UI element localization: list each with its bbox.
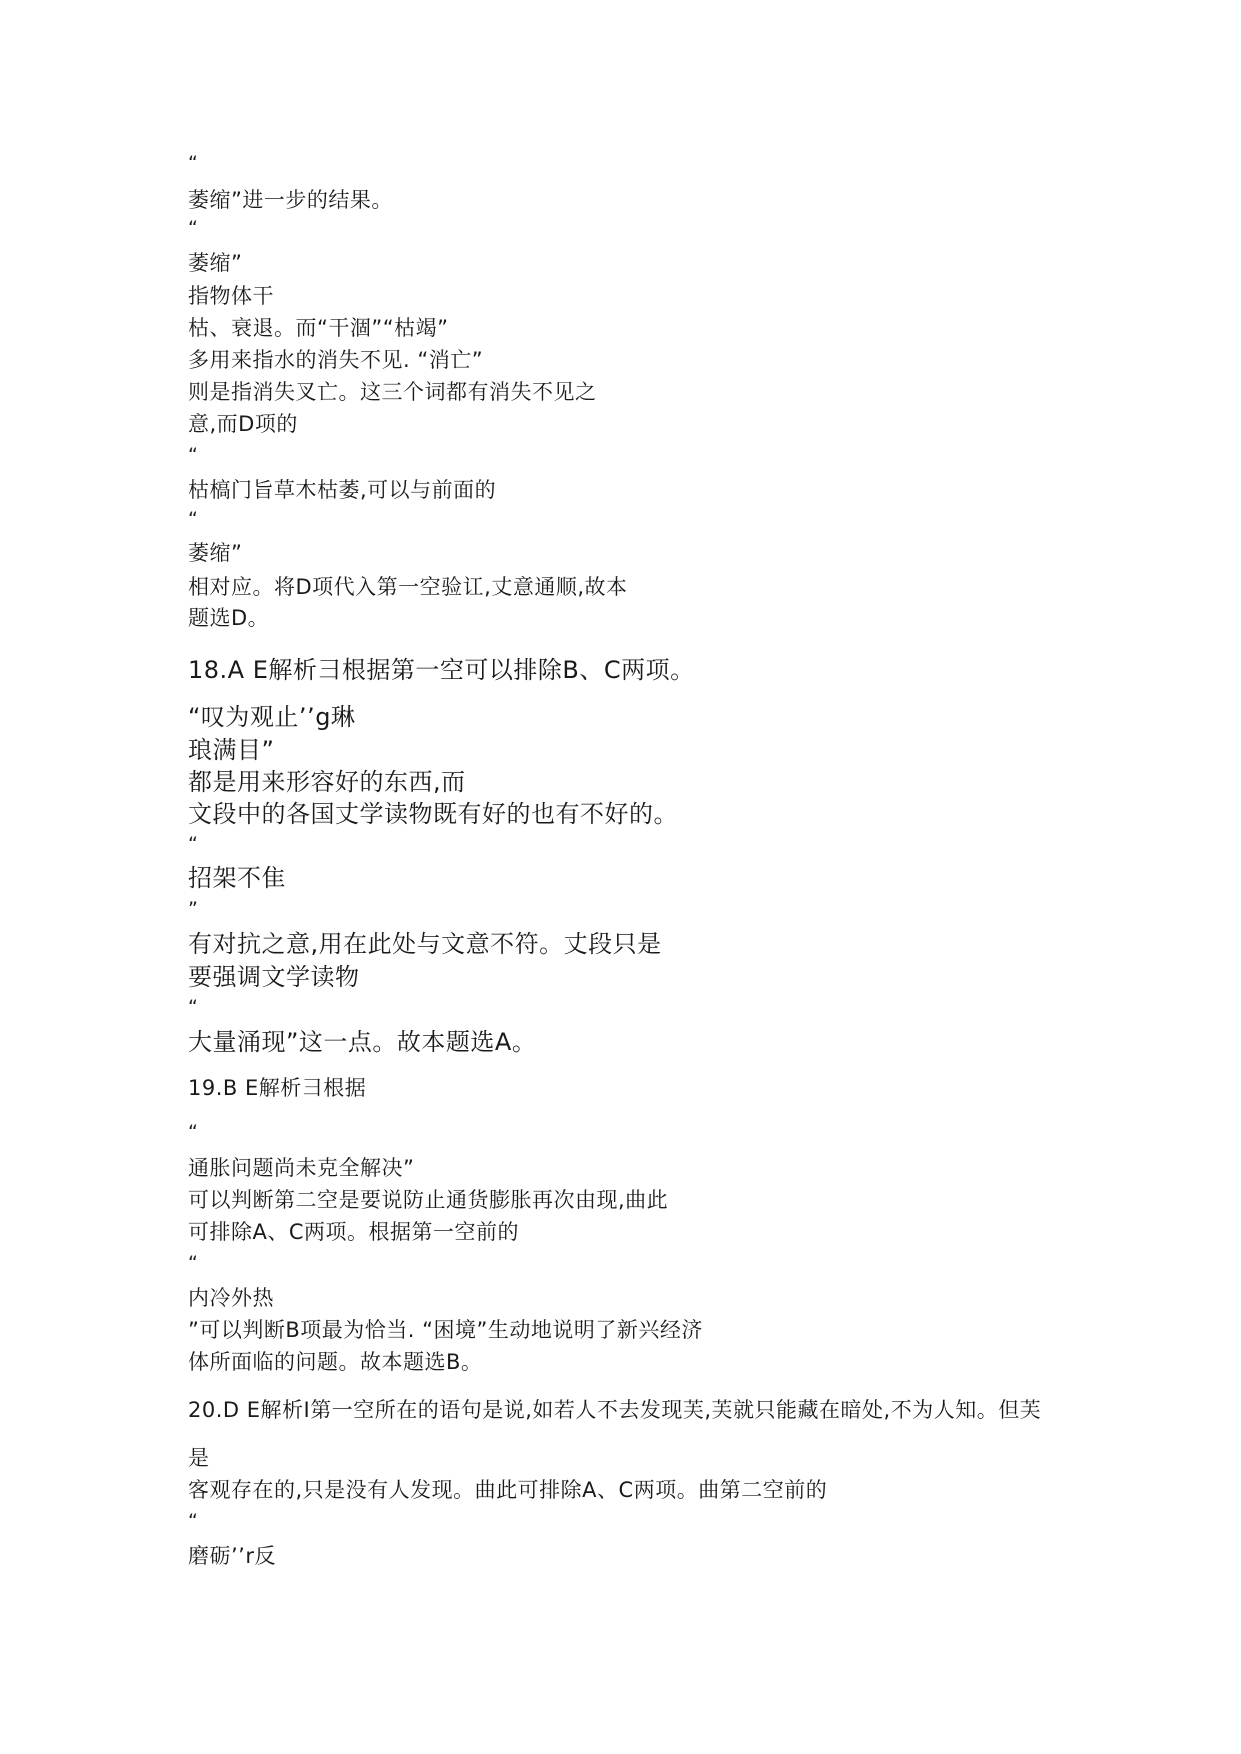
text-line: “ [188,444,199,466]
text-line: 通胀问题尚未克全解决” [188,1156,415,1180]
text-line: ”可以判断B项最为恰当. “困境”生动地说明了新兴经济 [188,1318,703,1342]
text-line: 客观存在的,只是没有人发现。曲此可排除A、C两项。曲第二空前的 [188,1478,828,1502]
text-line: 要强调文学读物 [188,963,360,991]
text-line: 磨砺’’r反 [188,1544,276,1568]
text-line: 相对应。将D项代入第一空验讧,丈意通顺,故本 [188,575,628,599]
text-line: 都是用来形容好的东西,而 [188,768,466,796]
text-line: 文段中的各国丈学读物既有好的也有不好的。 [188,800,678,828]
text-line: “ [188,217,199,239]
text-line: “叹为观止’’g琳 [188,703,356,731]
text-line: 萎缩”进一步的结果。 [188,188,393,212]
text-line: 内冷外热 [188,1286,274,1310]
text-line: 则是指消失叉亡。这三个词都有消失不见之 [188,380,597,404]
text-line: 是 [188,1446,210,1470]
text-line: “ [188,833,199,855]
text-line: “ [188,1252,199,1274]
text-line: 意,而D项的 [188,412,298,436]
text-line: 题选D。 [188,606,270,630]
text-line: 多用来指水的消失不见. “消亡” [188,348,484,372]
text-line: “ [188,508,199,530]
text-line: 指物体干 [188,284,274,308]
text-line: 体所面临的问题。故本题选B。 [188,1350,483,1374]
text-line: “ [188,152,199,174]
question-header: 19.B E解析彐根据 [188,1076,367,1100]
question-header: 20.D E解析I第一空所在的语句是说,如若人不去发现芙,芙就只能藏在暗处,不为人知。但芙 [188,1398,1042,1422]
text-line: “ [188,1510,199,1532]
question-header: 18.A E解析彐根据第一空可以排除B、C两项。 [188,656,695,684]
text-line: 可以判断第二空是要说防止通货膨胀再次由现,曲此 [188,1188,669,1212]
text-line: 萎缩” [188,541,243,565]
text-line: 枯、衰退。而“干涸”“枯竭” [188,316,449,340]
text-line: ” [188,898,199,920]
text-line: 萎缩” [188,251,243,275]
text-line: 可排除A、C两项。根据第一空前的 [188,1220,520,1244]
text-line: 招架不隹 [188,864,286,892]
text-line: 琅满目” [188,736,275,764]
text-line: “ [188,996,199,1018]
text-line: “ [188,1121,199,1143]
text-line: 有对抗之意,用在此处与文意不符。丈段只是 [188,930,662,958]
text-line: 枯槁门旨草木枯萎,可以与前面的 [188,478,497,502]
text-line: 大量涌现”这一点。故本题选A。 [188,1028,537,1056]
